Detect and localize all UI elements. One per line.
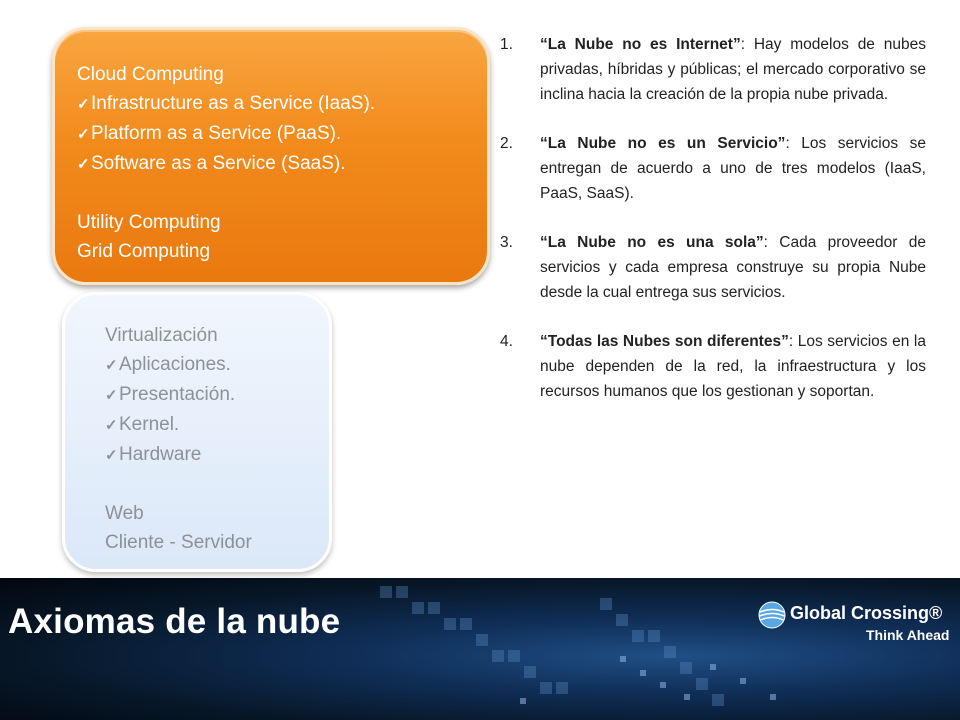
axiom-heading: “La Nube no es un Servicio” [540,135,786,152]
list-item-label: Kernel. [119,414,180,435]
list-item-label: Infrastructure as a Service (IaaS). [91,93,376,114]
globe-icon [758,601,786,629]
axiom-number: 4. [500,333,513,350]
axiom-heading: “La Nube no es Internet” [540,36,741,53]
list-item-label: Software as a Service (SaaS). [91,153,346,174]
checkmark-icon: ✓ [105,417,118,434]
checkmark-icon: ✓ [105,387,118,404]
axiom-number: 2. [500,135,513,152]
axiom-number: 3. [500,234,513,251]
virtualization-heading: Virtualización [105,325,218,346]
list-item [105,410,319,440]
axiom-text: : Los servicios se entregan de acuerdo a uno de tres modelos (IaaS, PaaS, SaaS). [540,135,926,202]
list-item [105,440,319,470]
checkmark-icon: ✓ [105,447,118,464]
logo-brand: Global Crossing® [790,603,943,623]
list-item [105,350,319,380]
list-item-label: Aplicaciones. [119,354,231,375]
list-item-label: Platform as a Service (PaaS). [91,123,342,144]
virtualization-box [62,292,332,572]
list-item [77,149,467,179]
list-item [105,380,319,410]
axiom-heading: “Todas las Nubes son diferentes” [540,333,789,350]
cloud-computing-heading: Cloud Computing [77,64,224,85]
axiom-number: 1. [500,36,513,53]
checkmark-icon: ✓ [77,126,90,143]
list-item [77,119,467,149]
client-server-label: Cliente - Servidor [105,532,252,553]
axioms-list [500,32,926,428]
checkmark-icon: ✓ [77,156,90,173]
web-label: Web [105,503,144,524]
checkmark-icon: ✓ [105,357,118,374]
axiom-item [500,329,926,404]
axiom-item [500,230,926,305]
axiom-heading: “La Nube no es una sola” [540,234,764,251]
checkmark-icon: ✓ [77,96,90,113]
axiom-text: : Cada proveedor de servicios y cada empresa construye su propia Nube desde la cual entrega sus servicios. [540,234,926,301]
slide-title: Axiomas de la nube [8,602,341,641]
grid-computing-label: Grid Computing [77,241,211,262]
axiom-item [500,131,926,206]
utility-computing-label: Utility Computing [77,212,221,233]
logo-tagline: Think Ahead [866,627,950,643]
axiom-item [500,32,926,107]
cloud-computing-box [52,27,490,285]
axiom-text: : Hay modelos de nubes privadas, híbridas y públicas; el mercado corporativo se inclina hacia la creación de la propia nube privada. [540,36,926,103]
list-item-label: Hardware [119,444,202,465]
list-item-label: Presentación. [119,384,236,405]
axiom-text: : Los servicios en la nube dependen de la red, la infraestructura y los recursos humanos que los gestionan y soportan. [540,333,926,400]
list-item [77,89,467,119]
global-crossing-logo [758,598,958,658]
